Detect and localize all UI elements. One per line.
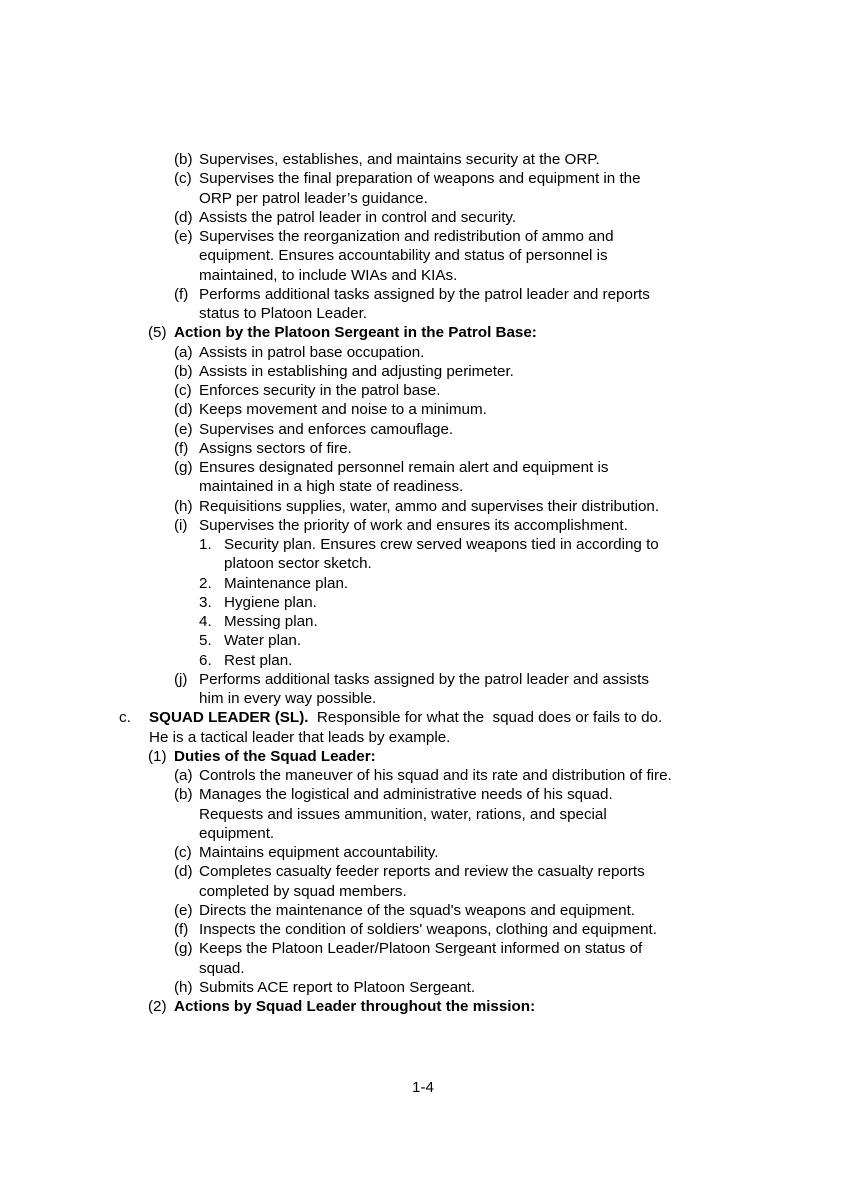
- text-line: [0, 420, 846, 439]
- item-text: Assigns sectors of fire.: [199, 439, 352, 457]
- item-label: (i): [174, 516, 188, 534]
- item-text: Directs the maintenance of the squad's weapons and equipment.: [199, 901, 636, 919]
- item-text: platoon sector sketch.: [224, 555, 372, 573]
- text-line: [0, 997, 846, 1016]
- text-line: [0, 978, 846, 997]
- item-label: (h): [174, 497, 193, 515]
- text-line: [0, 208, 846, 227]
- section-heading: SQUAD LEADER (SL).: [149, 709, 309, 727]
- text-line: [0, 651, 846, 670]
- item-label: (5): [148, 324, 167, 342]
- text-line: [0, 785, 846, 804]
- item-label: (b): [174, 786, 193, 804]
- text-line: [0, 516, 846, 535]
- page-number: 1-4: [412, 1079, 434, 1096]
- text-line: [0, 766, 846, 785]
- item-label: (b): [174, 362, 193, 380]
- item-label: (c): [174, 382, 192, 399]
- text-line: [0, 323, 846, 342]
- text-line: [0, 227, 846, 246]
- item-text: status to Platoon Leader.: [199, 305, 368, 322]
- item-text: Submits ACE report to Platoon Sergeant.: [199, 978, 476, 996]
- text-line: [0, 362, 846, 381]
- item-label: (g): [174, 940, 193, 958]
- item-text: him in every way possible.: [199, 690, 377, 707]
- item-text: Requests and issues ammunition, water, rations, and special: [199, 805, 607, 823]
- item-text: [149, 708, 662, 727]
- item-text: Action by the Platoon Sergeant in the Patrol Base:: [174, 324, 537, 342]
- item-label: (f): [174, 921, 189, 938]
- text-line: [0, 728, 846, 747]
- text-line: [0, 189, 846, 208]
- item-text-rest: Responsible for what the squad does or fails to do.: [308, 709, 663, 727]
- item-text: Actions by Squad Leader throughout the mission:: [174, 998, 536, 1015]
- item-label: (f): [174, 285, 189, 303]
- item-text: Supervises the final preparation of weapons and equipment in the: [199, 170, 641, 188]
- text-line: [0, 554, 846, 573]
- item-text: Duties of the Squad Leader:: [174, 747, 376, 765]
- item-label: 1.: [199, 536, 212, 553]
- item-label: (a): [174, 767, 193, 784]
- item-text: Completes casualty feeder reports and review the casualty reports: [199, 863, 645, 881]
- item-label: 4.: [199, 613, 212, 630]
- item-label: (c): [174, 170, 192, 188]
- item-text: Performs additional tasks assigned by the patrol leader and assists: [199, 670, 649, 688]
- item-text: Ensures designated personnel remain alert and equipment is: [199, 459, 609, 476]
- text-line: [0, 285, 846, 304]
- text-line: [0, 920, 846, 939]
- item-text: squad.: [199, 959, 245, 977]
- item-text: Requisitions supplies, water, ammo and supervises their distribution.: [199, 497, 660, 515]
- item-text: Supervises the reorganization and redistribution of ammo and: [199, 228, 614, 245]
- item-label: (g): [174, 459, 193, 476]
- item-label: (h): [174, 978, 193, 996]
- item-label: (d): [174, 401, 193, 419]
- text-line: [0, 169, 846, 188]
- text-line: [0, 805, 846, 824]
- item-text: He is a tactical leader that leads by example.: [149, 728, 451, 746]
- item-text: Controls the maneuver of his squad and its rate and distribution of fire.: [199, 767, 672, 784]
- item-label: (2): [148, 998, 167, 1015]
- item-text: maintained, to include WIAs and KIAs.: [199, 266, 458, 284]
- item-label: (f): [174, 439, 189, 457]
- text-line: [0, 670, 846, 689]
- text-line: [0, 246, 846, 265]
- text-line: [0, 574, 846, 593]
- item-text: equipment.: [199, 824, 275, 842]
- item-text: maintained in a high state of readiness.: [199, 478, 464, 496]
- item-text: Performs additional tasks assigned by the patrol leader and reports: [199, 285, 650, 303]
- text-line: [0, 612, 846, 631]
- document-body: [0, 150, 846, 1016]
- item-label: 6.: [199, 651, 212, 669]
- text-line: [0, 381, 846, 400]
- item-text: Manages the logistical and administrative needs of his squad.: [199, 786, 613, 804]
- item-label: (d): [174, 863, 193, 881]
- text-line: [0, 343, 846, 362]
- item-label: (e): [174, 420, 193, 438]
- item-text: Supervises, establishes, and maintains security at the ORP.: [199, 151, 600, 168]
- item-label: c.: [119, 709, 131, 727]
- item-text: Supervises the priority of work and ensures its accomplishment.: [199, 516, 628, 534]
- text-line: [0, 631, 846, 650]
- text-line: [0, 266, 846, 285]
- text-line: [0, 497, 846, 516]
- item-text: Supervises and enforces camouflage.: [199, 420, 454, 438]
- item-text: Security plan. Ensures crew served weapons tied in according to: [224, 536, 659, 553]
- text-line: [0, 477, 846, 496]
- item-text: Maintains equipment accountability.: [199, 844, 439, 861]
- text-line: [0, 862, 846, 881]
- item-text: Hygiene plan.: [224, 593, 317, 611]
- text-line: [0, 400, 846, 419]
- item-label: (b): [174, 151, 193, 168]
- text-line: [0, 708, 846, 727]
- item-label: (c): [174, 844, 192, 861]
- item-label: 3.: [199, 593, 212, 611]
- item-text: Maintenance plan.: [224, 574, 349, 592]
- item-label: 2.: [199, 574, 212, 592]
- text-line: [0, 535, 846, 554]
- item-label: (d): [174, 208, 193, 226]
- item-text: Keeps the Platoon Leader/Platoon Sergeant informed on status of: [199, 940, 643, 958]
- item-text: Enforces security in the patrol base.: [199, 382, 441, 399]
- item-label: (e): [174, 228, 193, 245]
- item-text: Assists in establishing and adjusting perimeter.: [199, 362, 514, 380]
- item-label: 5.: [199, 632, 212, 650]
- text-line: [0, 593, 846, 612]
- text-line: [0, 843, 846, 862]
- item-text: Keeps movement and noise to a minimum.: [199, 401, 487, 419]
- text-line: [0, 150, 846, 169]
- item-text: Messing plan.: [224, 613, 318, 630]
- item-text: Inspects the condition of soldiers' weapons, clothing and equipment.: [199, 921, 657, 938]
- text-line: [0, 439, 846, 458]
- item-label: (1): [148, 747, 167, 765]
- item-label: (a): [174, 343, 193, 361]
- item-label: (j): [174, 670, 188, 688]
- text-line: [0, 689, 846, 708]
- text-line: [0, 959, 846, 978]
- text-line: [0, 882, 846, 901]
- text-line: [0, 901, 846, 920]
- text-line: [0, 824, 846, 843]
- item-text: Assists the patrol leader in control and security.: [199, 208, 517, 226]
- item-text: Water plan.: [224, 632, 302, 650]
- item-label: (e): [174, 901, 193, 919]
- text-line: [0, 458, 846, 477]
- item-text: Rest plan.: [224, 651, 293, 669]
- item-text: Assists in patrol base occupation.: [199, 343, 425, 361]
- item-text: ORP per patrol leader’s guidance.: [199, 189, 428, 207]
- text-line: [0, 304, 846, 323]
- text-line: [0, 939, 846, 958]
- item-text: completed by squad members.: [199, 882, 407, 900]
- item-text: equipment. Ensures accountability and status of personnel is: [199, 247, 608, 265]
- text-line: [0, 747, 846, 766]
